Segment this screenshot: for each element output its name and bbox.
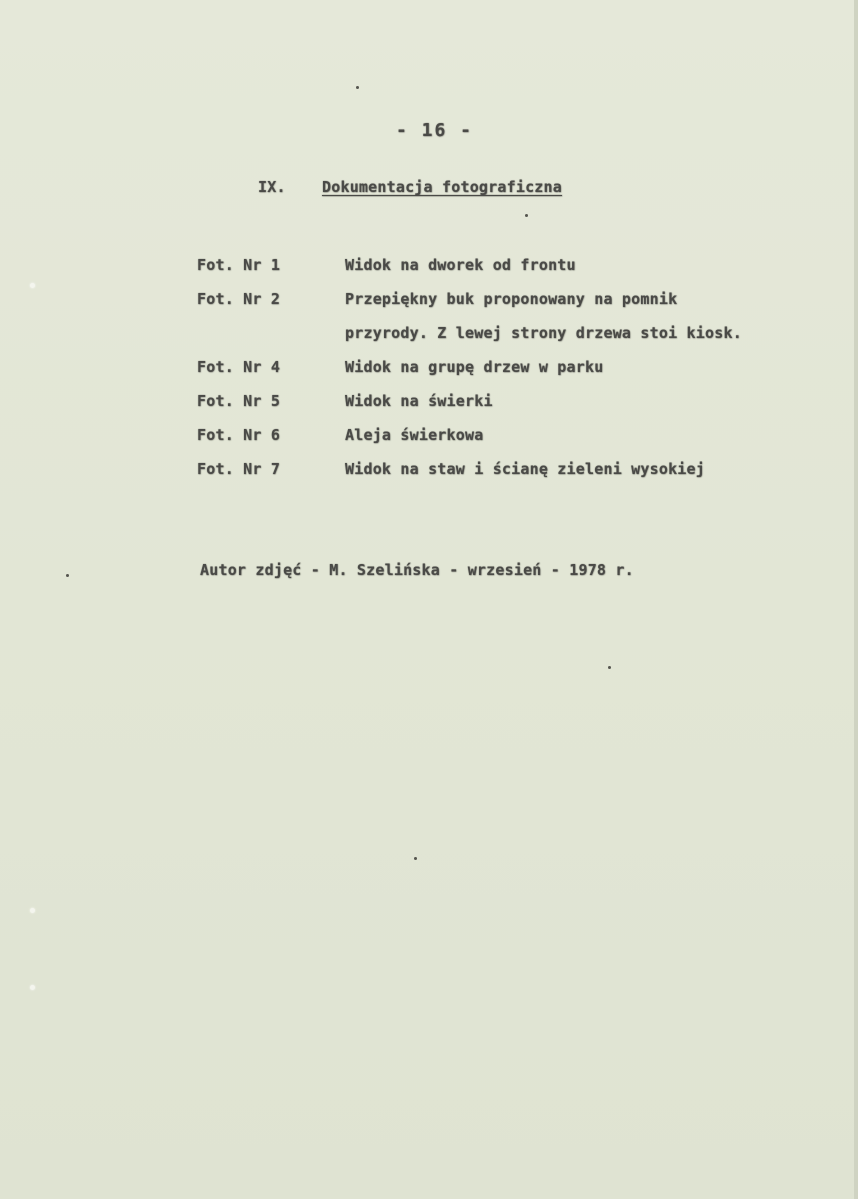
page-number: - 16 - bbox=[396, 120, 474, 141]
photo-desc: Widok na świerki bbox=[345, 392, 493, 410]
photo-ref: Fot. Nr 6 bbox=[197, 426, 281, 444]
photo-list bbox=[197, 248, 837, 486]
ink-speck bbox=[608, 666, 611, 669]
photo-ref: Fot. Nr 4 bbox=[197, 358, 281, 376]
list-item bbox=[197, 418, 837, 452]
photo-desc: Aleja świerkowa bbox=[345, 426, 484, 444]
photo-desc: Widok na grupę drzew w parku bbox=[345, 358, 604, 376]
photo-desc: Widok na dworek od frontu bbox=[345, 256, 576, 274]
section-heading bbox=[258, 178, 562, 196]
photo-ref: Fot. Nr 2 bbox=[197, 290, 281, 308]
photo-desc-continuation: przyrody. Z lewej strony drzewa stoi kiosk. bbox=[345, 324, 742, 342]
photo-ref: Fot. Nr 1 bbox=[197, 256, 281, 274]
list-item bbox=[197, 248, 837, 282]
photo-ref: Fot. Nr 7 bbox=[197, 460, 281, 478]
list-item-continuation bbox=[197, 316, 837, 350]
ink-speck bbox=[414, 857, 417, 860]
photo-ref: Fot. Nr 5 bbox=[197, 392, 281, 410]
punch-hole-mark bbox=[30, 985, 35, 990]
section-number: IX. bbox=[258, 178, 286, 196]
list-item bbox=[197, 384, 837, 418]
photo-desc: Przepiękny buk proponowany na pomnik bbox=[345, 290, 678, 308]
ink-speck bbox=[66, 574, 69, 577]
punch-hole-mark bbox=[30, 908, 35, 913]
section-title: Dokumentacja fotograficzna bbox=[322, 178, 562, 196]
list-item bbox=[197, 452, 837, 486]
list-item bbox=[197, 282, 837, 316]
author-line: Autor zdjęć - M. Szelińska - wrzesień - 1978 r. bbox=[200, 561, 634, 579]
photo-desc: Widok na staw i ścianę zieleni wysokiej bbox=[345, 460, 705, 478]
ink-speck bbox=[356, 86, 359, 89]
ink-speck bbox=[525, 214, 528, 217]
punch-hole-mark bbox=[30, 283, 35, 288]
list-item bbox=[197, 350, 837, 384]
